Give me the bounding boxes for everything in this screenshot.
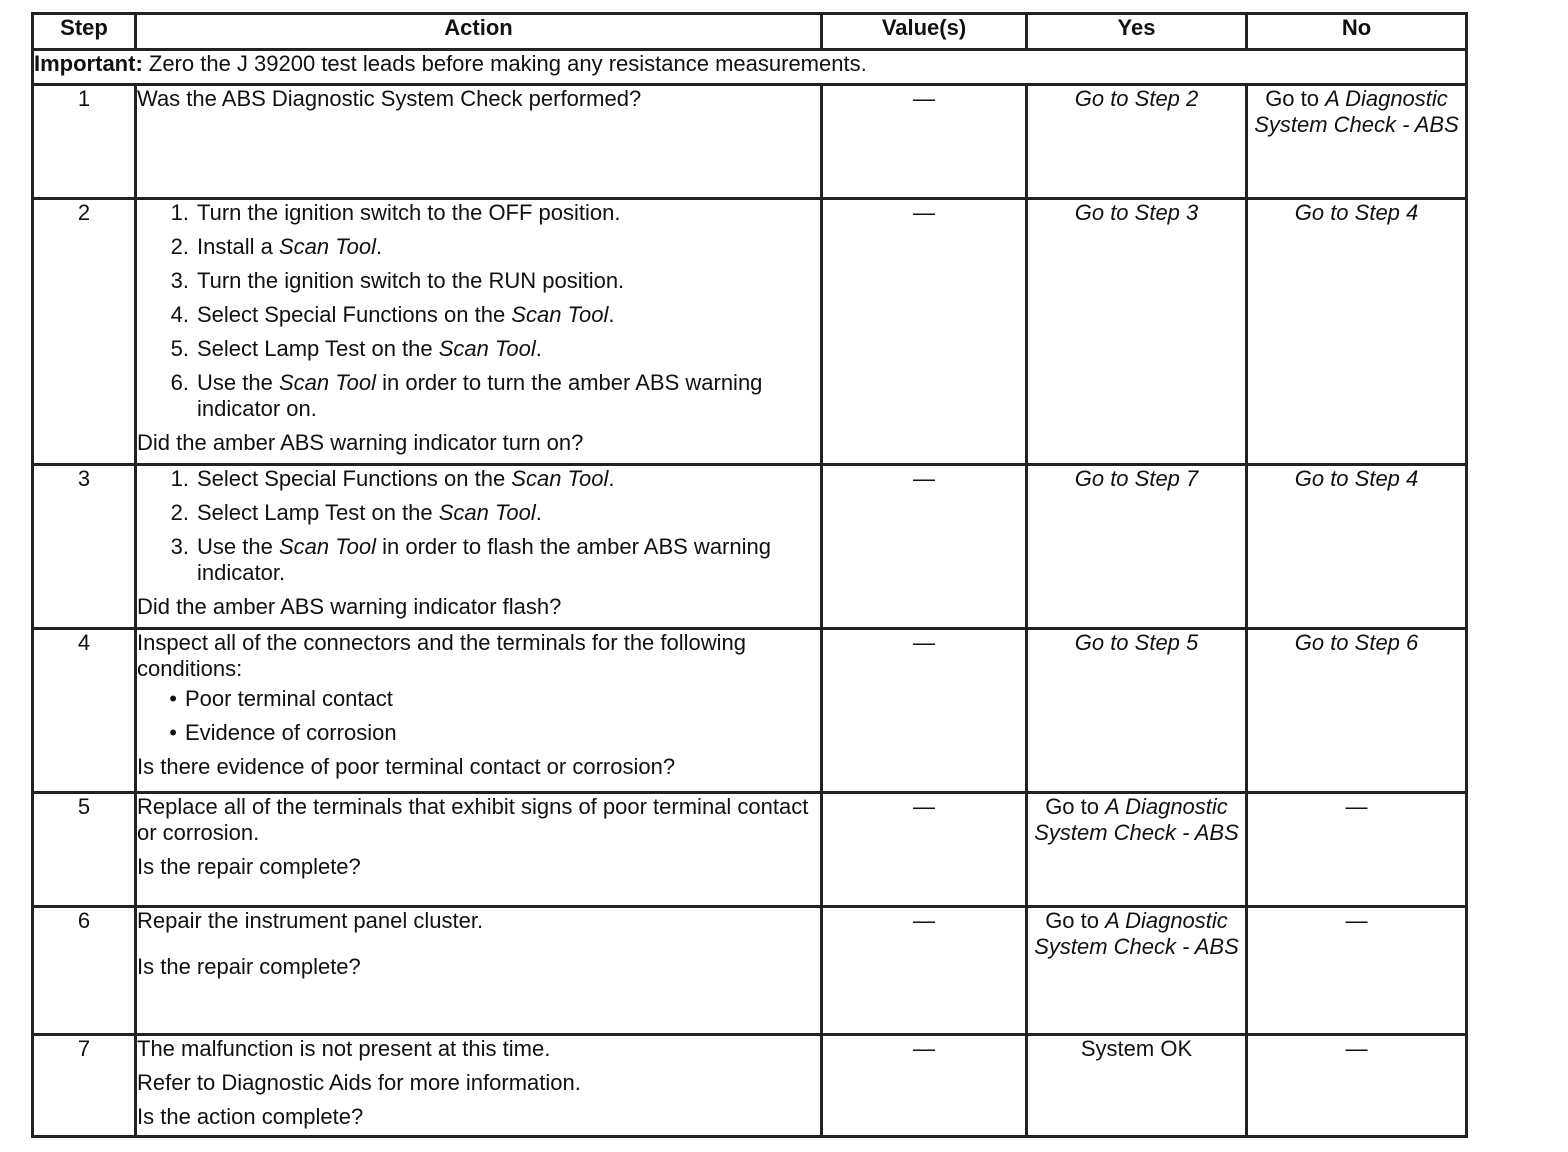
item-text-end: . — [375, 234, 383, 259]
item-text: Select Special Functions on the — [197, 466, 512, 491]
header-action: Action — [136, 14, 822, 50]
item-text: Turn the ignition switch to the RUN position. — [197, 268, 625, 293]
table-row — [33, 793, 1467, 907]
item-text: Select Lamp Test on the — [197, 336, 439, 361]
item-italic: Scan Tool — [511, 302, 609, 327]
item-text-end: . — [608, 466, 615, 491]
important-text: Zero the J 39200 test leads before making any resistance measurements. — [142, 51, 867, 76]
yes-link: Go to Step 7 — [1074, 466, 1199, 491]
yes-link-prefix: Go to — [1045, 908, 1106, 933]
yes-cell — [1027, 629, 1247, 793]
important-row — [33, 50, 1467, 85]
yes-link-prefix: Go to — [1045, 794, 1106, 819]
no-link-target: A Diagnostic System Check - ABS — [1254, 86, 1459, 137]
action-cell — [136, 793, 822, 907]
procedure-list — [137, 466, 820, 586]
item-italic: Scan Tool — [278, 234, 376, 259]
header-values: Value(s) — [822, 14, 1027, 50]
yes-link-target: A Diagnostic System Check - ABS — [1034, 908, 1239, 959]
item-text: Select Lamp Test on the — [197, 500, 439, 525]
yes-link: Go to Step 2 — [1074, 86, 1199, 111]
action-cell — [136, 629, 822, 793]
item-text: Evidence of corrosion — [185, 720, 397, 745]
question-text: Did the amber ABS warning indicator turn on? — [137, 430, 584, 455]
yes-cell — [1027, 793, 1247, 907]
question-text: Is the action complete? — [137, 1104, 364, 1129]
list-item — [137, 500, 820, 526]
yes-link: Go to Step 3 — [1074, 200, 1199, 225]
step-number: 1 — [33, 85, 136, 199]
action-line: The malfunction is not present at this time. — [137, 1036, 551, 1061]
item-text: Poor terminal contact — [185, 686, 393, 711]
action-cell — [136, 1035, 822, 1137]
question-text: Is the repair complete? — [137, 854, 361, 879]
yes-cell — [1027, 1035, 1247, 1137]
item-text: Use the — [197, 370, 279, 395]
value-cell: — — [822, 465, 1027, 629]
yes-result: System OK — [1080, 1036, 1193, 1061]
action-cell — [136, 465, 822, 629]
procedure-list — [137, 200, 820, 422]
value-cell: — — [822, 793, 1027, 907]
list-item — [137, 336, 820, 362]
item-text-end: . — [535, 336, 542, 361]
table-row — [33, 1035, 1467, 1137]
item-number: 3. — [170, 534, 189, 559]
step-number: 4 — [33, 629, 136, 793]
item-text: Select Special Functions on the — [197, 302, 512, 327]
item-text-end: in order to turn the amber ABS warning indicator on. — [197, 370, 763, 421]
list-item — [137, 200, 820, 226]
important-label: Important: — [34, 51, 143, 76]
table-row — [33, 907, 1467, 1035]
list-item — [137, 534, 820, 586]
diagnostic-table — [31, 12, 1468, 1138]
item-text-end: in order to flash the amber ABS warning indicator. — [197, 534, 771, 585]
action-cell — [136, 85, 822, 199]
yes-cell — [1027, 907, 1247, 1035]
list-item — [137, 268, 820, 294]
value-cell: — — [822, 85, 1027, 199]
header-no: No — [1247, 14, 1467, 50]
item-number: 5. — [170, 336, 189, 361]
no-cell — [1247, 199, 1467, 465]
list-item — [137, 302, 820, 328]
step-number: 7 — [33, 1035, 136, 1137]
important-note — [33, 50, 1467, 85]
no-link: Go to Step 4 — [1294, 466, 1419, 491]
action-text: Repair the instrument panel cluster. — [137, 908, 484, 933]
list-item — [137, 234, 820, 260]
yes-cell — [1027, 199, 1247, 465]
question-text: Is there evidence of poor terminal contact or corrosion? — [137, 754, 676, 779]
yes-cell — [1027, 465, 1247, 629]
item-text-end: . — [535, 500, 542, 525]
intro-text: Inspect all of the connectors and the terminals for the following conditions: — [137, 630, 747, 681]
condition-list — [137, 686, 820, 746]
no-link: Go to Step 6 — [1294, 630, 1419, 655]
bullet: • — [169, 720, 177, 745]
list-item — [137, 466, 820, 492]
action-line: Refer to Diagnostic Aids for more information. — [137, 1070, 581, 1095]
value-cell: — — [822, 199, 1027, 465]
table-row — [33, 629, 1467, 793]
item-number: 2. — [170, 234, 189, 259]
no-cell — [1247, 85, 1467, 199]
yes-cell — [1027, 85, 1247, 199]
item-italic: Scan Tool — [278, 370, 376, 395]
question-text: Did the amber ABS warning indicator flash? — [137, 594, 562, 619]
item-text: Turn the ignition switch to the OFF position. — [197, 200, 621, 225]
item-number: 6. — [170, 370, 189, 395]
action-cell — [136, 199, 822, 465]
no-cell: — — [1247, 1035, 1467, 1137]
no-link-prefix: Go to — [1265, 86, 1326, 111]
yes-link-target: A Diagnostic System Check - ABS — [1034, 794, 1239, 845]
bullet: • — [169, 686, 177, 711]
item-italic: Scan Tool — [438, 336, 536, 361]
no-cell: — — [1247, 793, 1467, 907]
item-number: 1. — [170, 200, 189, 225]
question-text: Is the repair complete? — [137, 954, 361, 979]
table-row — [33, 199, 1467, 465]
value-cell: — — [822, 907, 1027, 1035]
step-number: 5 — [33, 793, 136, 907]
table-row — [33, 465, 1467, 629]
header-row — [33, 14, 1467, 50]
value-cell: — — [822, 629, 1027, 793]
list-item — [137, 370, 820, 422]
no-link: Go to Step 4 — [1294, 200, 1419, 225]
list-item — [137, 720, 820, 746]
value-cell: — — [822, 1035, 1027, 1137]
no-cell: — — [1247, 907, 1467, 1035]
header-yes: Yes — [1027, 14, 1247, 50]
item-number: 3. — [170, 268, 189, 293]
item-number: 2. — [170, 500, 189, 525]
item-text: Install a — [197, 234, 279, 259]
question-text: Was the ABS Diagnostic System Check performed? — [137, 86, 642, 111]
item-text-end: . — [608, 302, 615, 327]
item-italic: Scan Tool — [511, 466, 609, 491]
action-text: Replace all of the terminals that exhibit signs of poor terminal contact or corrosion. — [137, 794, 809, 845]
table-row — [33, 85, 1467, 199]
step-number: 6 — [33, 907, 136, 1035]
item-number: 1. — [170, 466, 189, 491]
item-text: Use the — [197, 534, 279, 559]
list-item — [137, 686, 820, 712]
item-italic: Scan Tool — [278, 534, 376, 559]
action-cell — [136, 907, 822, 1035]
no-cell — [1247, 465, 1467, 629]
header-step: Step — [33, 14, 136, 50]
step-number: 2 — [33, 199, 136, 465]
item-italic: Scan Tool — [438, 500, 536, 525]
item-number: 4. — [170, 302, 189, 327]
yes-link: Go to Step 5 — [1074, 630, 1199, 655]
step-number: 3 — [33, 465, 136, 629]
no-cell — [1247, 629, 1467, 793]
